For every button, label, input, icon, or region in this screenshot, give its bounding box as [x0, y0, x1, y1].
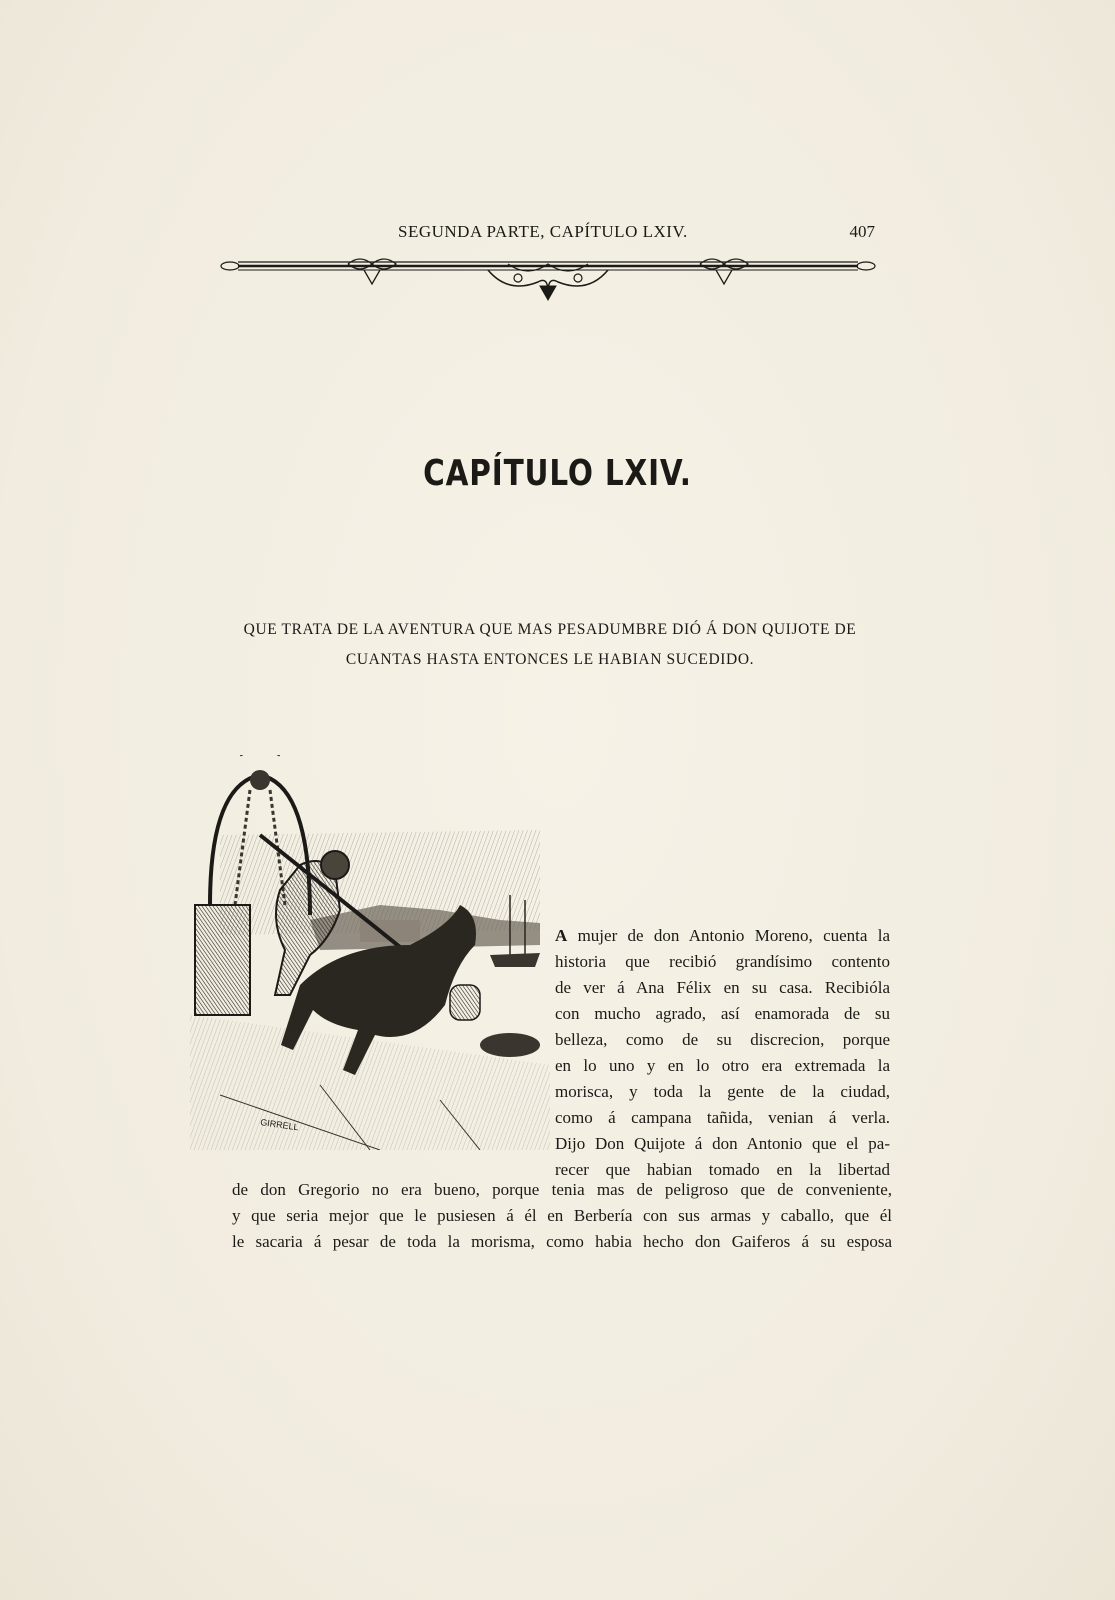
engraver-signature: GIRRELL [259, 1117, 300, 1133]
ornamental-rule [218, 256, 878, 306]
text-line: recer que habian tomado en la libertad [555, 1160, 890, 1179]
text-line: Dijo Don Quijote á don Antonio que el pa- [555, 1134, 890, 1153]
text-line: en lo uno y en lo otro era extremada la [555, 1056, 890, 1075]
subtitle-line: QUE TRATA DE LA AVENTURA QUE MAS PESADUMBRE DIÓ Á DON QUIJOTE DE [243, 621, 857, 638]
running-title: SEGUNDA PARTE, CAPÍTULO LXIV. [398, 222, 688, 241]
chapter-subtitle [240, 615, 860, 675]
chapter-title: CAPÍTULO LXIV. [423, 453, 692, 494]
text-line: morisca, y toda la gente de la ciudad, [555, 1082, 890, 1101]
text-line: A mujer de don Antonio Moreno, cuenta la [555, 926, 891, 945]
full-width-paragraph [232, 1177, 892, 1255]
text-line: como á campana tañida, venian á verla. [555, 1108, 890, 1127]
text-line: de ver á Ana Félix en su casa. Recibióla [555, 978, 890, 997]
text-line: historia que recibió grandísimo contento [555, 952, 890, 971]
subtitle-line: CUANTAS HASTA ENTONCES LE HABIAN SUCEDIDO. [345, 651, 755, 668]
text-line: belleza, como de su discrecion, porque [555, 1030, 890, 1049]
text-line: y que seria mejor que le pusiesen á él en Berbería con sus armas y caballo, que él [232, 1206, 892, 1225]
text-line: le sacaria á pesar de toda la morisma, como habia hecho don Gaiferos á su esposa [232, 1232, 892, 1251]
running-head [220, 222, 875, 246]
text-line: de don Gregorio no era bueno, porque tenia mas de peligroso que de conveniente, [232, 1180, 892, 1199]
drop-cap: A [555, 926, 568, 945]
engraving-illustration [180, 755, 550, 1150]
text-line: con mucho agrado, así enamorada de su [555, 1004, 890, 1023]
page-number: 407 [849, 222, 875, 241]
wrapped-paragraph [555, 923, 890, 1183]
